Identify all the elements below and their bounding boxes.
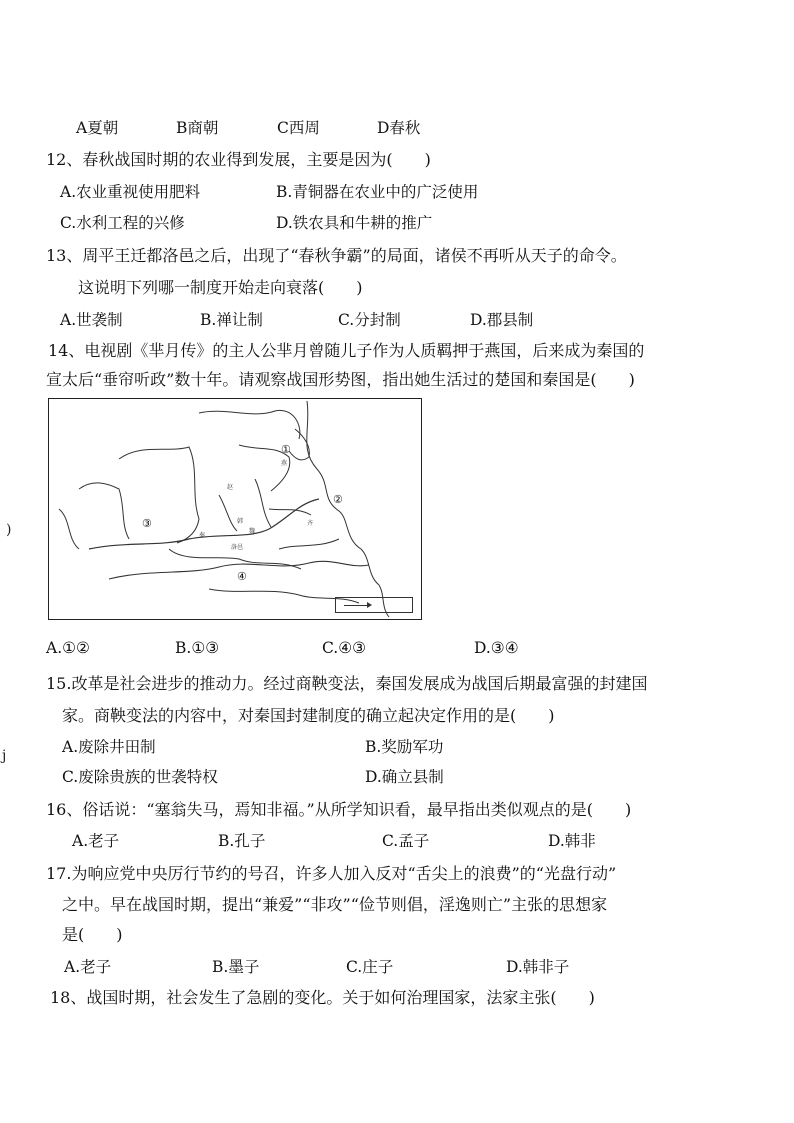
svg-text:秦: 秦: [199, 532, 206, 539]
q13-stem-line1: 13、周平王迁都洛邑之后，出现了“春秋争霸”的局面，诸侯不再听从天子的命令。: [46, 246, 627, 265]
q15-stem-line1: 15.改革是社会进步的推动力。经过商鞅变法，秦国发展成为战国后期最富强的封建国: [46, 674, 648, 693]
q16-option-a: A.老子: [72, 832, 120, 850]
svg-text:燕: 燕: [281, 460, 288, 467]
map-marker-4: ④: [237, 570, 247, 583]
q12-option-b: B.青铜器在农业中的广泛使用: [276, 183, 479, 201]
q14-stem-line1: 14、电视剧《芈月传》的主人公芈月曾随儿子作为人质羁押于燕国，后来成为秦国的: [48, 341, 645, 360]
q16-option-d: D.韩非: [548, 832, 596, 850]
q17-option-a: A.老子: [64, 958, 112, 976]
q12-stem: 12、春秋战国时期的农业得到发展，主要是因为( ): [46, 150, 431, 169]
q11-option-a: A夏朝: [76, 119, 119, 137]
map-legend: [335, 597, 413, 613]
q12-option-a: A.农业重视使用肥料: [60, 183, 201, 201]
q15-stem-line2: 家。商鞅变法的内容中，对秦国封建制度的确立起决定作用的是( ): [62, 706, 555, 725]
q12-option-d: D.铁农具和牛耕的推广: [276, 214, 433, 232]
map-marker-3: ③: [142, 517, 152, 530]
q14-option-b: B.①③: [175, 639, 220, 657]
svg-text:赵: 赵: [227, 484, 234, 491]
q14-option-c: C.④③: [322, 639, 367, 657]
q17-stem-line3: 是( ): [62, 925, 123, 944]
q15-option-d: D.确立县制: [365, 768, 444, 786]
q14-stem-line2: 宣太后“垂帘听政”数十年。请观察战国形势图，指出她生活过的楚国和秦国是( ): [46, 370, 635, 389]
q13-option-b: B.禅让制: [200, 311, 263, 329]
q17-option-d: D.韩非子: [506, 958, 570, 976]
svg-text:魏: 魏: [249, 528, 256, 535]
map-marker-2: ②: [333, 493, 343, 506]
q17-stem-line2: 之中。早在战国时期，提出“兼爱”“非攻”“俭节则倡，淫逸则亡”主张的思想家: [62, 895, 608, 914]
q17-option-c: C.庄子: [346, 958, 394, 976]
svg-text:齐: 齐: [307, 520, 314, 527]
legend-arrow-icon: [344, 605, 370, 606]
map-drawing: [49, 399, 421, 619]
q13-option-c: C.分封制: [338, 311, 401, 329]
q15-option-c: C.废除贵族的世袭特权: [62, 768, 218, 786]
q13-option-a: A.世袭制: [60, 311, 123, 329]
svg-text:洛邑: 洛邑: [231, 544, 244, 551]
q14-option-a: A.①②: [46, 639, 90, 657]
q16-option-b: B.孔子: [218, 832, 266, 850]
q13-option-d: D.郡县制: [470, 311, 534, 329]
q12-option-c: C.水利工程的兴修: [60, 214, 185, 232]
q15-option-b: B.奖励军功: [365, 738, 444, 756]
q15-option-a: A.废除井田制: [62, 738, 156, 756]
q11-option-c: C西周: [277, 119, 320, 137]
warring-states-map: [48, 398, 422, 620]
q17-stem-line1: 17.为响应党中央厉行节约的号召，许多人加入反对“舌尖上的浪费”的“光盘行动”: [46, 864, 617, 883]
q18-stem: 18、战国时期，社会发生了急剧的变化。关于如何治理国家，法家主张( ): [50, 988, 595, 1007]
map-marker-1: ①: [281, 443, 291, 456]
q16-stem: 16、俗话说：“塞翁失马，焉知非福。”从所学知识看，最早指出类似观点的是( ): [46, 800, 632, 819]
q11-option-d: D春秋: [377, 119, 421, 137]
q17-option-b: B.墨子: [212, 958, 260, 976]
margin-mark-2: j: [2, 748, 7, 764]
q16-option-c: C.孟子: [382, 832, 430, 850]
svg-text:韩: 韩: [237, 518, 244, 525]
margin-mark-1: ): [6, 522, 12, 538]
q11-option-b: B商朝: [176, 119, 219, 137]
q14-option-d: D.③④: [474, 639, 519, 657]
q13-stem-line2: 这说明下列哪一制度开始走向衰落( ): [78, 278, 363, 297]
